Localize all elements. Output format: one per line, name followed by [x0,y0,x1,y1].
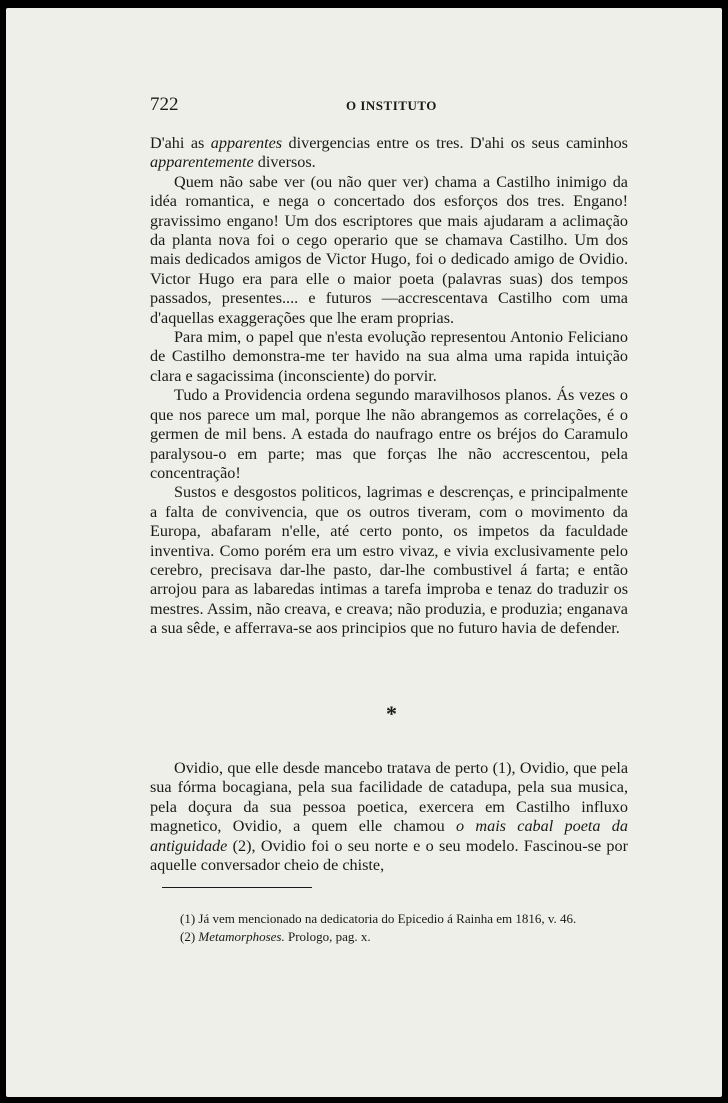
paragraph [150,173,628,328]
text-run: (1) Já vem mencionado na dedicatoria do Epicedio á Rainha em 1816, v. 46. [180,911,577,926]
text-run: Sustos e desgostos politicos, lagrimas e descrenças, e principalmente a falta de convivencia, que os outros tiveram, com o movimento da Europa, abafaram n'elle, até certo ponto, os impetos da faculdade inventiva. Como porém era um estro vivaz, e vivia exclusivamente pelo cerebro, precisava dar-lhe pasto, dar-lhe combustivel á farta; e então arrojou para as labaredas intimas a tarefa improba e tenaz do traduzir os mestres. Assim, não creava, e creava; não produzia, e produzia; enganava a sua sêde, e afferrava-se aos principios que no futuro havia de defender. [150,483,628,638]
text-run: divergencias entre os tres. D'ahi os seus caminhos [282,134,628,152]
book-page [6,8,722,1097]
text-run: Tudo a Providencia ordena segundo maravilhosos planos. Ás vezes o que nos parece um mal, porque lhe não abrangemos as correlações, é o germen de mil bens. A estada do naufrago entre os bréjos do Caramulo paralysou-o em parte; mas que forças lhe não accrescentou, pela concentração! [150,386,628,482]
paragraph [150,386,628,483]
text-run: (2), Ovidio foi o seu norte e o seu modelo. Fascinou-se por aquelle conversador cheio de chiste, [150,836,628,875]
page-header [150,94,630,120]
paragraph [150,483,628,638]
section-ornament: * [386,701,397,726]
page-number: 722 [150,94,179,115]
footnotes [150,911,628,944]
paragraph [150,328,628,386]
text-run: diversos. [253,153,316,172]
italic-text: Metamorphoses. [198,929,285,944]
footnote [150,929,628,944]
text-run: Ovidio, que elle desde mancebo tratava de perto (1), Ovidio, que pela sua fórma bocagiana, pela sua facilidade de catadupa, pela sua musica, pela doçura da sua pessoa poetica, exercera em Castilho influxo magnetico, Ovidio, a quem elle chamou [150,759,628,836]
footnote [150,911,628,926]
body-text-continued [150,759,628,875]
running-head: O INSTITUTO [346,98,437,113]
paragraph [150,134,628,173]
body-text [150,134,628,639]
italic-text: apparentemente [150,153,254,172]
footnote-divider [162,887,312,888]
text-run: Para mim, o papel que n'esta evolução representou Antonio Feliciano de Castilho demonstra-me ter havido na sua alma uma rapida intuição clara e sagacissima (inconsciente) do porvir. [150,328,628,385]
text-run: (2) [180,929,199,944]
text-run: Quem não sabe ver (ou não quer ver) chama a Castilho inimigo da idéa romantica, e nega o concertado dos esforços dos tres. Engano! gravissimo engano! Um dos escriptores que mais ajudaram a aclimação da planta nova foi o cego operario que se chamava Castilho. Um dos mais dedicados amigos de Victor Hugo, foi o dedicado amigo de Ovidio. Victor Hugo era para elle o maior poeta (palavras suas) dos tempos passados, presentes.... e futuros —accrescentava Castilho com uma d'aquellas exaggerações que lhe eram proprias. [150,172,628,327]
text-run: D'ahi as [150,134,211,152]
paragraph [150,759,628,875]
italic-text: apparentes [210,134,283,152]
italic-text: o mais cabal poeta da antiguidade [150,817,628,855]
text-run: Prologo, pag. x. [284,929,371,944]
